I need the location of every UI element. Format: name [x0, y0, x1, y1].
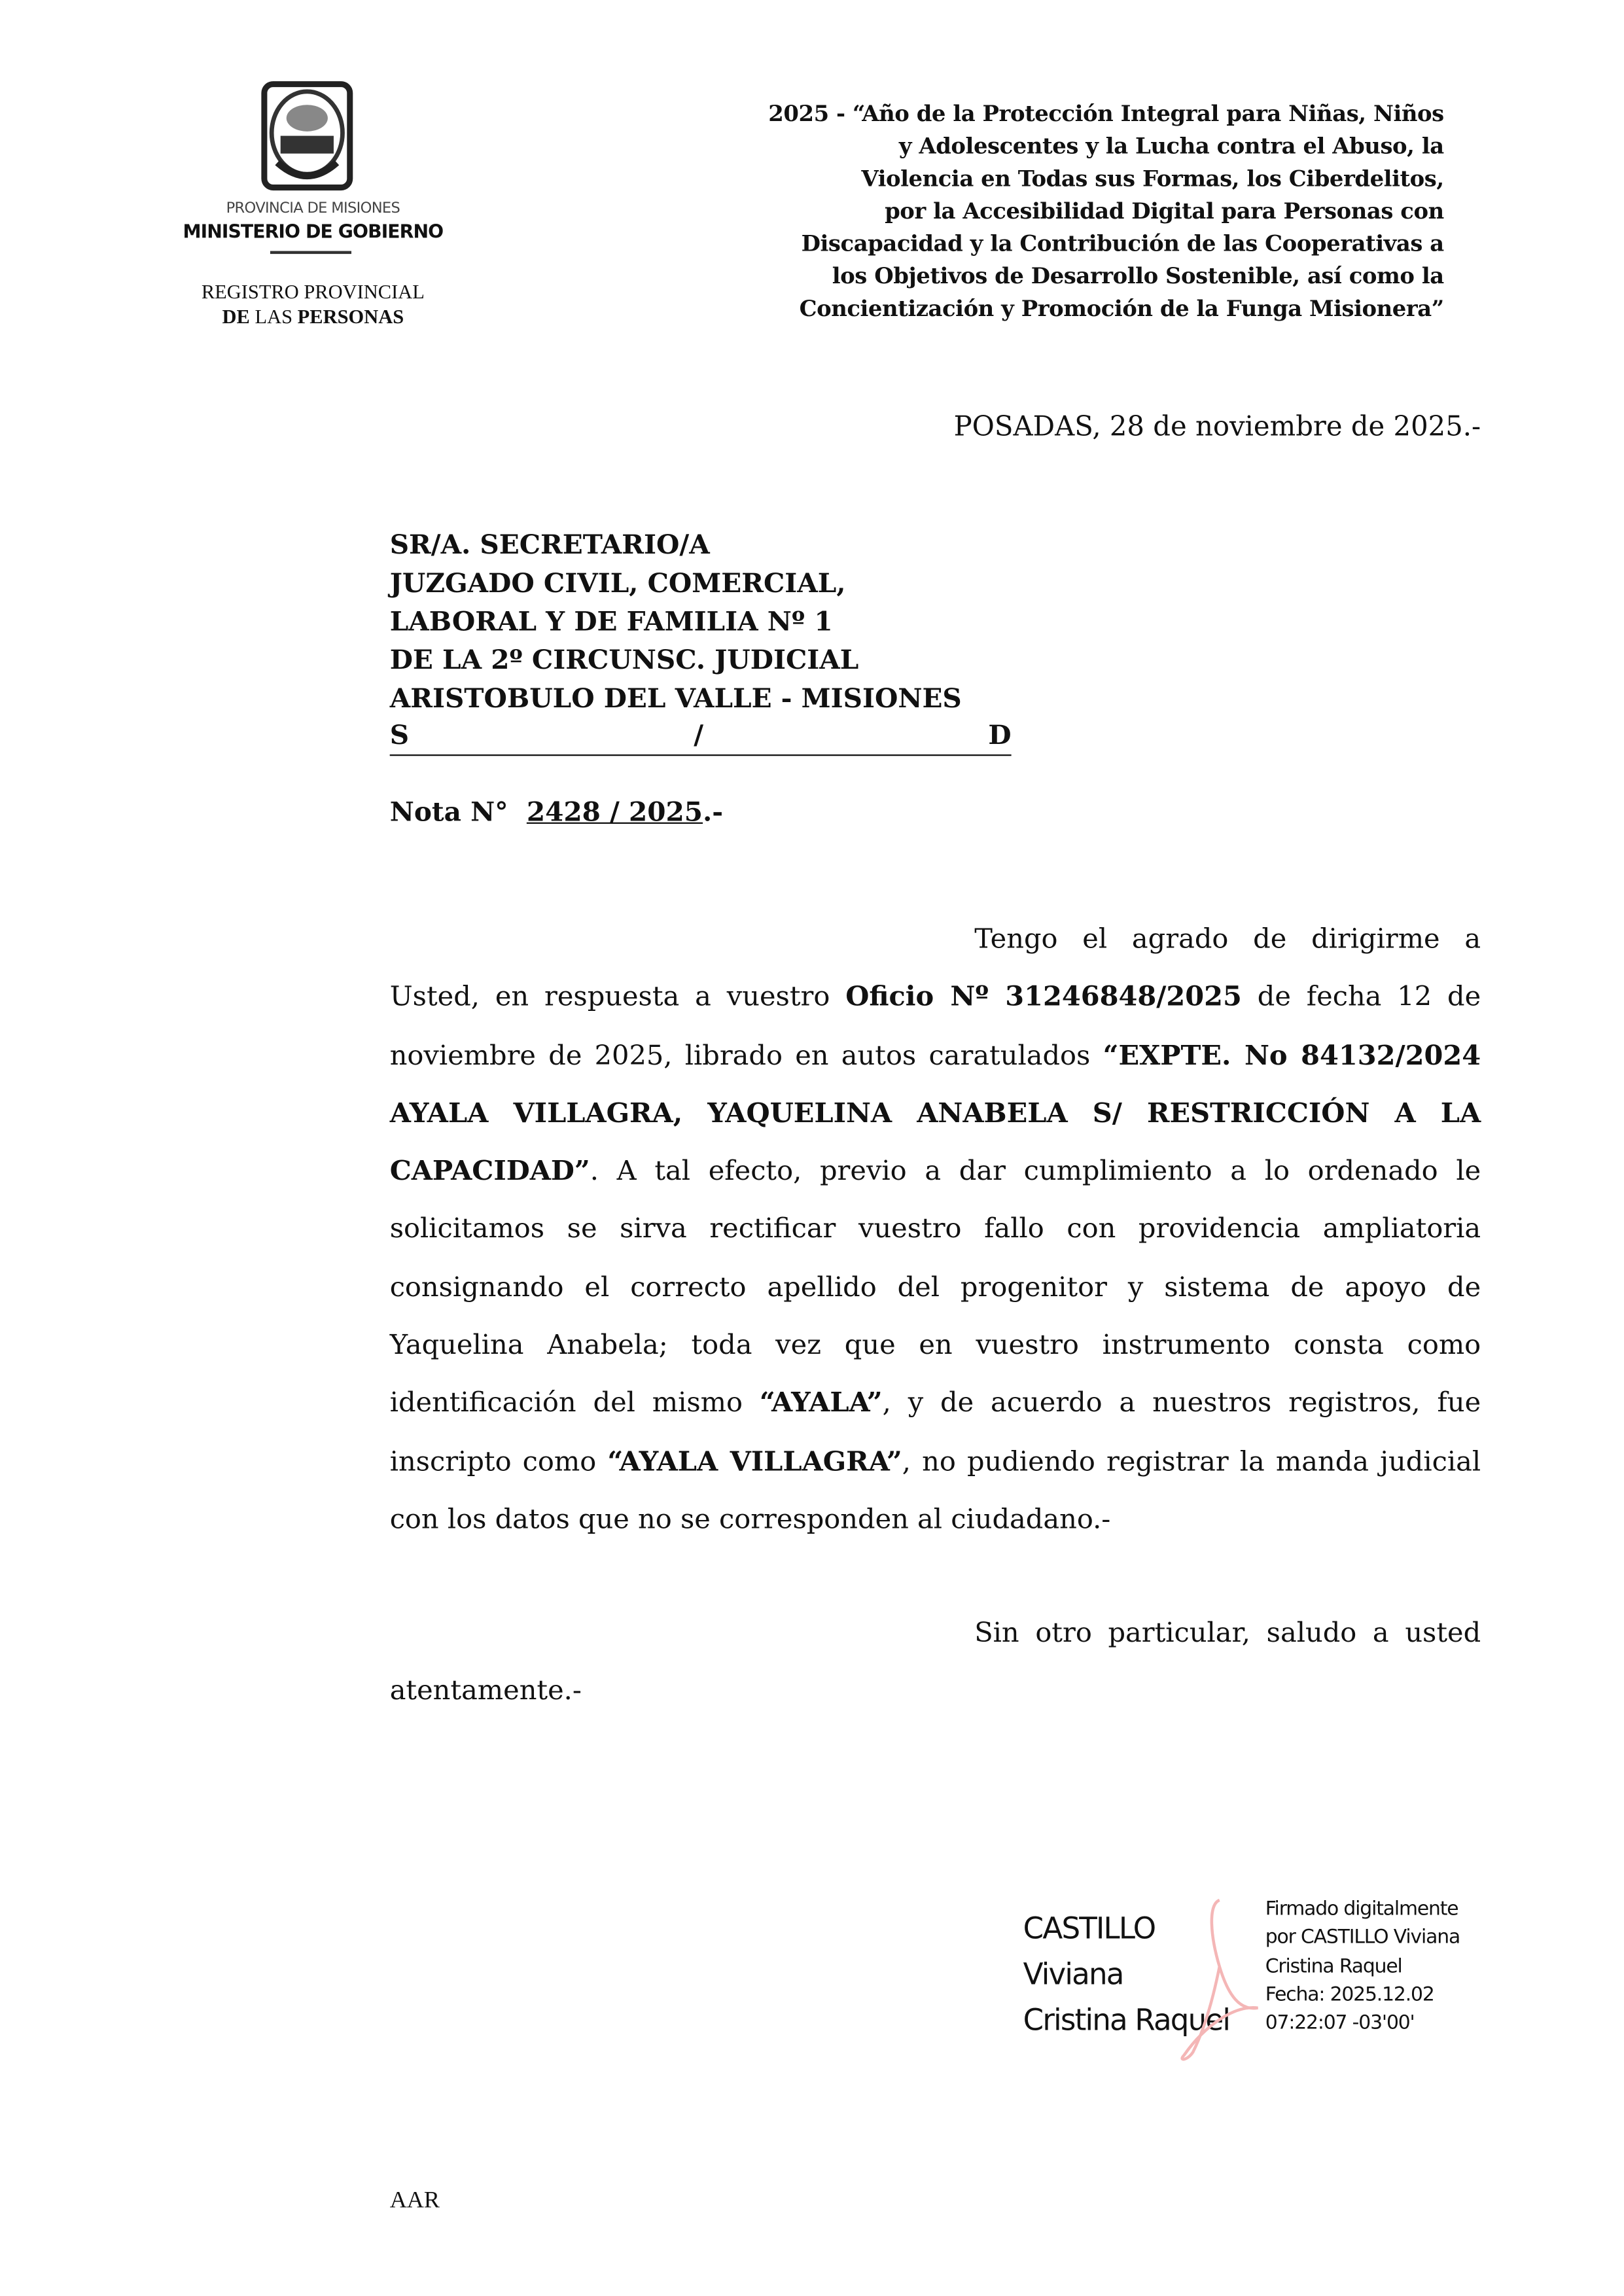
body-text: de fecha 12 de noviembre de 2025, librado en autos caratulados — [389, 982, 1481, 1072]
case-title: “EXPTE. No 84132/2024 AYALA VILLAGRA, YAQUELINA ANABELA S/ RESTRICCIÓN A LA CAPACIDAD” — [389, 1040, 1481, 1188]
addressee-line: SR/A. SECRETARIO/A — [389, 530, 710, 561]
motto-line: 2025 - “Año de la Protección Integral para Niñas, Niños — [768, 100, 1444, 128]
signer-name-line: CASTILLO — [1023, 1910, 1156, 1946]
letter-body — [390, 911, 1481, 1549]
letterhead-divider — [270, 251, 351, 255]
body-text: , no pudiendo registrar la manda judicial con los datos que no se corresponden al ciudadano.- — [389, 1446, 1481, 1536]
signature-date: Fecha: 2025.12.02 — [1265, 1984, 1434, 2007]
su-despacho-line — [390, 719, 1012, 756]
addressee-line: JUZGADO CIVIL, COMERCIAL, — [389, 568, 846, 600]
signer-name-line: Cristina Raquel — [1023, 2002, 1230, 2038]
motto-line: Violencia en Todas sus Formas, los Ciberdelitos, — [861, 165, 1444, 192]
surname-registered: “AYALA VILLAGRA” — [607, 1446, 902, 1477]
note-number-value: 2428 / 2025 — [526, 797, 703, 828]
registry-las: LAS — [249, 306, 298, 328]
note-label: Nota N° — [389, 797, 508, 828]
closing — [390, 1605, 1481, 1721]
addressee-line: ARISTOBULO DEL VALLE - MISIONES — [389, 683, 962, 715]
addressee-line: LABORAL Y DE FAMILIA Nº 1 — [389, 607, 833, 638]
sd-d: D — [988, 720, 1012, 752]
signature-info-line: por CASTILLO Viviana — [1265, 1927, 1460, 1950]
addressee-line: DE LA 2º CIRCUNSC. JUDICIAL — [389, 645, 859, 677]
provincial-seal-logo — [260, 80, 354, 192]
motto-line: y Adolescentes y la Lucha contra el Abuso, la — [898, 133, 1444, 160]
registry-name-line2 — [166, 306, 461, 329]
body-text: . A tal efecto, previo a dar cumplimiento a lo ordenado le solicitamos se sirva rectificar vuestro fallo con providencia ampliatoria consignando el correcto apellido del progenitor y sistema de apoyo de Yaquelina Anabela; toda vez que en vuestro instrumento consta como identificación del mismo — [389, 1156, 1481, 1420]
motto-line: Concientización y Promoción de la Funga Misionera” — [799, 295, 1444, 322]
oficio-number: Oficio Nº 31246848/2025 — [845, 982, 1242, 1014]
motto-line: los Objetivos de Desarrollo Sostenible, así como la — [832, 262, 1444, 290]
surname-recorded: “AYALA” — [759, 1388, 883, 1420]
body-text: , y de acuerdo a nuestros registros, fue inscripto como — [389, 1388, 1481, 1477]
motto-line: Discapacidad y la Contribución de las Cooperativas a — [801, 230, 1444, 257]
registry-de: DE — [222, 306, 250, 328]
closing-text: Sin otro particular, saludo a usted atentamente.- — [389, 1618, 1481, 1708]
year-motto — [591, 97, 1444, 325]
note-suffix: .- — [703, 797, 724, 828]
sd-s: S — [389, 720, 410, 752]
note-number — [390, 797, 723, 828]
digital-signature-info — [1265, 1896, 1460, 2038]
addressee-block — [390, 527, 962, 719]
province-name: PROVINCIA DE MISIONES — [226, 200, 400, 217]
registry-name-line1: REGISTRO PROVINCIAL — [201, 280, 425, 303]
signer-name-line: Viviana — [1023, 1956, 1123, 1992]
date-line: POSADAS, 28 de noviembre de 2025.- — [953, 412, 1481, 443]
typist-initials: AAR — [389, 2187, 440, 2214]
signature-info-line: Cristina Raquel — [1265, 1955, 1402, 1978]
signature-time: 07:22:07 -03'00' — [1265, 2012, 1415, 2035]
signature-info-line: Firmado digitalmente — [1265, 1898, 1458, 1921]
registry-personas: PERSONAS — [297, 306, 404, 328]
adobe-signature-mark-icon — [1175, 1893, 1263, 2062]
sd-slash: / — [694, 720, 704, 752]
body-text: Tengo el agrado de dirigirme a Usted, en respuesta a vuestro — [389, 924, 1481, 1014]
ministry-name: MINISTERIO DE GOBIERNO — [183, 220, 444, 243]
motto-line: por la Accesibilidad Digital para Personas con — [885, 198, 1444, 224]
